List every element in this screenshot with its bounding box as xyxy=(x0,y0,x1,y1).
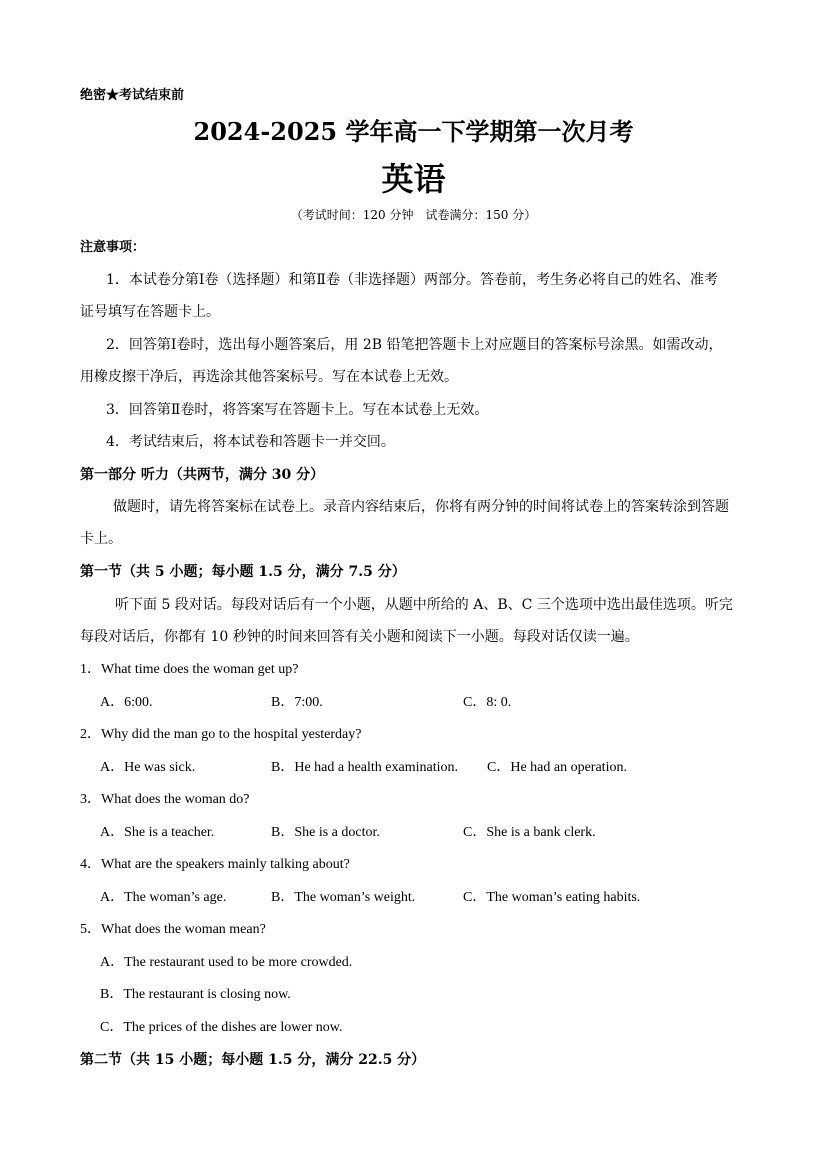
exam-title: 2024-2025 学年高一下学期第一次月考 xyxy=(193,117,634,146)
option-a: A．He was sick. xyxy=(100,760,196,775)
option-b: B．The woman’s weight. xyxy=(271,890,416,905)
option-a: A．6:00. xyxy=(100,695,153,710)
notice-item: 用橡皮擦干净后，再选涂其他答案标号。写在本试卷上无效。 xyxy=(80,369,458,385)
question-5: 5．What does the woman mean? xyxy=(80,922,266,937)
option-a: A．The restaurant used to be more crowded. xyxy=(100,955,353,970)
question-1: 1．What time does the woman get up? xyxy=(80,662,299,677)
option-a: A．The woman’s age. xyxy=(100,890,227,905)
notice-item: 证号填写在答题卡上。 xyxy=(80,304,220,320)
question-2: 2．Why did the man go to the hospital yesterday? xyxy=(80,727,362,742)
exam-time-info: （考试时间：120 分钟 试卷满分：150 分） xyxy=(290,208,537,222)
notice-item: 2．回答第Ⅰ卷时，选出每小题答案后，用 2B 铅笔把答题卡上对应题目的答案标号涂黑。如需改动， xyxy=(106,337,723,353)
notice-item: 1．本试卷分第Ⅰ卷（选择题）和第Ⅱ卷（非选择题）两部分。答卷前，考生务必将自己的姓名、准考 xyxy=(106,272,718,288)
option-b: B．The restaurant is closing now. xyxy=(100,987,291,1002)
part1-instruction: 做题时，请先将答案标在试卷上。录音内容结束后，你将有两分钟的时间将试卷上的答案转涂到答题 xyxy=(113,499,729,515)
section2-heading: 第二节（共 15 小题；每小题 1.5 分，满分 22.5 分） xyxy=(80,1052,426,1068)
option-b: B．She is a doctor. xyxy=(271,825,380,840)
option-c: C．The prices of the dishes are lower now. xyxy=(100,1020,343,1035)
notice-heading: 注意事项： xyxy=(80,240,146,255)
question-3: 3．What does the woman do? xyxy=(80,792,250,807)
subject-title: 英语 xyxy=(381,160,446,198)
section1-heading: 第一节（共 5 小题；每小题 1.5 分，满分 7.5 分） xyxy=(80,564,406,580)
notice-item: 3．回答第Ⅱ卷时，将答案写在答题卡上。写在本试卷上无效。 xyxy=(106,402,489,418)
option-a: A．She is a teacher. xyxy=(100,825,215,840)
option-b: B．He had a health examination. xyxy=(271,760,458,775)
option-c: C．He had an operation. xyxy=(487,760,627,775)
option-c: C．8: 0. xyxy=(463,695,512,710)
option-b: B．7:00. xyxy=(271,695,323,710)
option-c: C．She is a bank clerk. xyxy=(463,825,596,840)
question-4: 4．What are the speakers mainly talking about? xyxy=(80,857,350,872)
notice-item: 4．考试结束后，将本试卷和答题卡一并交回。 xyxy=(106,434,395,450)
part1-instruction: 卡上。 xyxy=(80,531,122,547)
confidential-label: 绝密★考试结束前 xyxy=(80,88,185,103)
section1-instruction: 听下面 5 段对话。每段对话后有一个小题，从题中所给的 A、B、C 三个选项中选出最佳选项。听完 xyxy=(115,597,733,613)
part1-heading: 第一部分 听力（共两节，满分 30 分） xyxy=(80,467,325,483)
option-c: C．The woman’s eating habits. xyxy=(463,890,641,905)
section1-instruction: 每段对话后，你都有 10 秒钟的时间来回答有关小题和阅读下一小题。每段对话仅读一遍。 xyxy=(80,629,639,645)
